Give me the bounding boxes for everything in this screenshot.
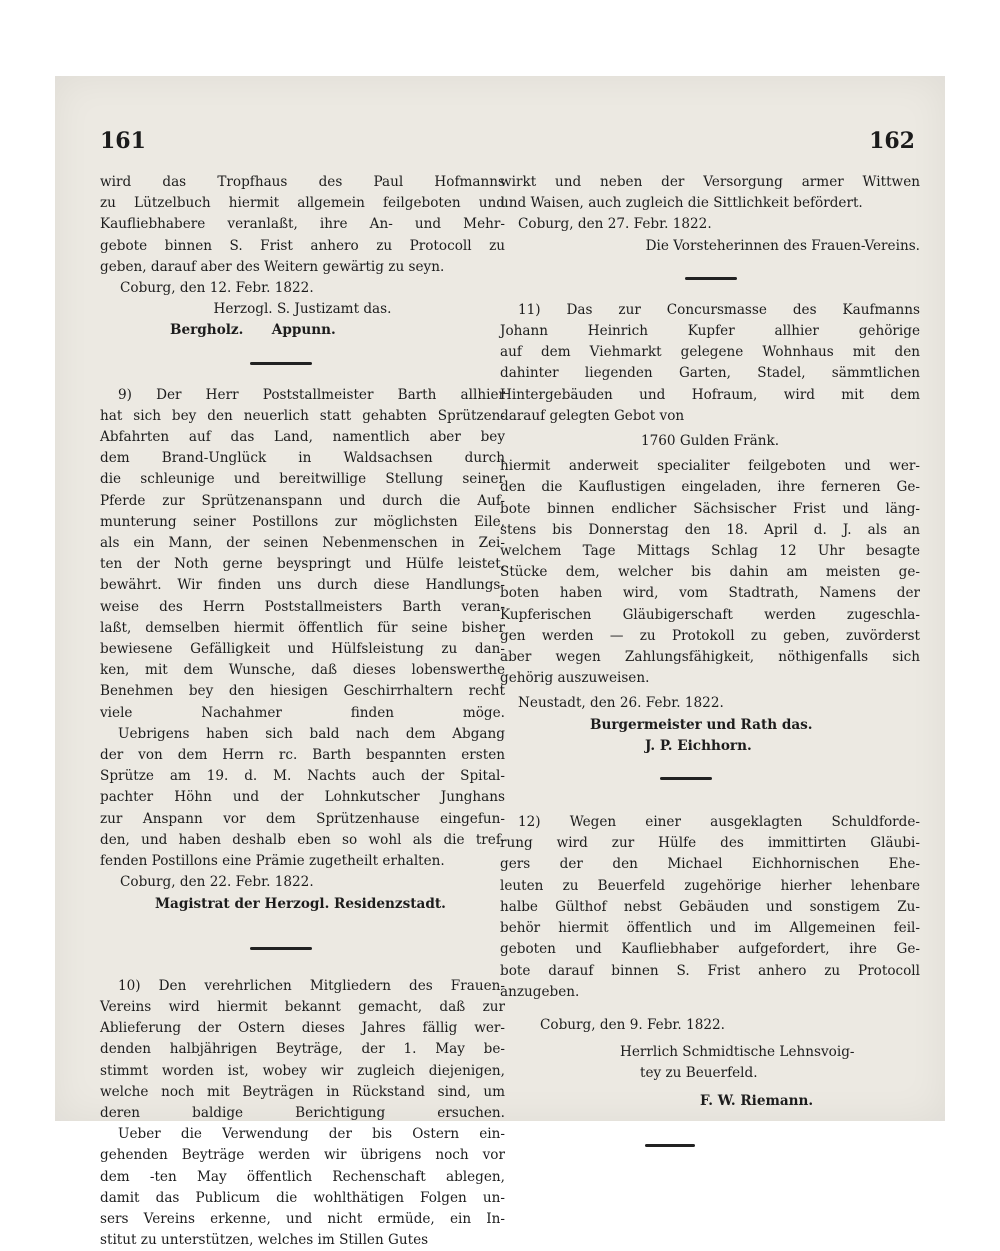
text-line: rung wird zur Hülfe des immittirten Gläubi- (500, 835, 920, 852)
page-number-left: 161 (100, 128, 146, 154)
text-line: laßt, demselben hiermit öffentlich für seine bisher (100, 619, 505, 636)
text-line: leuten zu Beuerfeld zugehörige hierher lehenbare (500, 877, 920, 894)
text-line: sers Vereins erkenne, und nicht ermüde, ein In- (100, 1210, 505, 1227)
text-line: stitut zu unterstützen, welches im Stillen Gutes (100, 1232, 429, 1249)
text-line: den die Kauflustigen eingeladen, ihre ferneren Ge- (500, 479, 920, 496)
text-line: Stücke dem, welcher bis dahin am meisten ge- (500, 564, 920, 581)
text-line: boten haben wird, vom Stadtrath, Namens der (500, 585, 920, 602)
right-column (500, 172, 920, 1147)
scanned-newspaper-page (55, 76, 945, 1249)
text-line: Benehmen bey den hiesigen Geschirrhaltern recht (100, 683, 505, 700)
text-line: fenden Postillons eine Prämie zugetheilt erhalten. (100, 853, 445, 870)
notice-9-signature: Magistrat der Herzogl. Residenzstadt. (155, 895, 446, 912)
text-line: dem Brand-Unglück in Waldsachsen durch (100, 450, 505, 467)
notice-10-continued (500, 172, 920, 214)
text-line: Hintergebäuden und Hofraum, wird mit dem (500, 386, 920, 403)
notice-11-body-continued (500, 456, 920, 689)
left-column (100, 172, 505, 1251)
text-line: Pferde zur Sprützenanspann und durch die Auf- (100, 492, 505, 509)
notice-12-body (500, 812, 920, 1003)
text-line: bote binnen endlicher Sächsischer Frist und läng- (500, 500, 920, 517)
text-line: Kaufliebhabere veranlaßt, ihre An- und Mehr- (100, 216, 505, 233)
text-line: zu Lützelbuch hiermit allgemein feilgeboten und (100, 195, 505, 212)
text-line: gen werden — zu Protokoll zu geben, zuvörderst (500, 627, 920, 644)
text-line: wirkt und neben der Versorgung armer Wittwen (500, 174, 920, 190)
text-line: anzugeben. (500, 983, 580, 1000)
text-line: viele Nachahmer finden möge. (100, 704, 505, 721)
notice-12-office-line-1: Herrlich Schmidtische Lehnsvoig- (620, 1044, 855, 1061)
text-line: 11) Das zur Concursmasse des Kaufmanns (518, 301, 920, 318)
text-line: welche noch mit Beyträgen in Rückstand sind, um (100, 1083, 505, 1100)
text-line: halbe Gülthof nebst Gebäuden und sonstigem Zu- (500, 898, 920, 915)
text-line: behör hiermit öffentlich und im Allgemeinen feil- (500, 920, 920, 937)
text-line: hat sich bey den neuerlich statt gehabten Sprützen- (100, 407, 505, 424)
text-line: bewährt. Wir finden uns durch diese Handlungs- (100, 577, 505, 594)
notice-9-date: Coburg, den 22. Febr. 1822. (120, 874, 314, 891)
notice-11-date: Neustadt, den 26. Febr. 1822. (518, 695, 724, 712)
notice-10-date: Coburg, den 27. Febr. 1822. (518, 216, 712, 233)
text-line: dem -ten May öffentlich Rechenschaft ablegen, (100, 1168, 505, 1185)
text-line: gebote binnen S. Frist anhero zu Protocoll zu (100, 237, 505, 254)
notice-12-name: F. W. Riemann. (700, 1092, 814, 1109)
text-line: als ein Mann, der seinen Nebenmenschen in Zei- (100, 535, 505, 552)
text-line: Uebrigens haben sich bald nach dem Abgang (118, 725, 505, 742)
page-number-right: 162 (869, 128, 915, 154)
notice-10-signature: Die Vorsteherinnen des Frauen-Vereins. (645, 237, 920, 254)
notice-11-body (500, 300, 920, 427)
text-line: 9) Der Herr Poststallmeister Barth allhier (118, 386, 505, 403)
text-line: Kupferischen Gläubigerschaft werden zugeschla- (500, 606, 920, 623)
notice-12-office-line-2: tey zu Beuerfeld. (640, 1065, 758, 1082)
text-line: den, und haben deshalb eben so wohl als die tref- (100, 831, 505, 848)
notice-12-date: Coburg, den 9. Febr. 1822. (540, 1016, 725, 1033)
text-line: Vereins wird hiermit bekannt gemacht, daß zur (100, 998, 505, 1015)
text-line: dahinter liegenden Garten, Stadel, sämmtlichen (500, 365, 920, 382)
text-line: wird das Tropfhaus des Paul Hofmanns (100, 174, 505, 190)
text-line: munterung seiner Postillons zur möglichsten Eile, (100, 513, 505, 530)
text-line: stens bis Donnerstag den 18. April d. J. als an (500, 521, 920, 538)
notice-11-name: J. P. Eichhorn. (645, 737, 752, 754)
text-line: zur Anspann vor dem Sprützenhause eingefun- (100, 810, 505, 827)
text-line: ten der Noth gerne beyspringt und Hülfe leistet, (100, 556, 505, 573)
text-line: gehörig auszuweisen. (500, 670, 650, 687)
text-line: Sprütze am 19. d. M. Nachts auch der Spital- (100, 768, 505, 785)
text-line: hiermit anderweit specialiter feilgeboten und wer- (500, 458, 920, 475)
notice-8-date: Coburg, den 12. Febr. 1822. (120, 280, 314, 297)
text-line: Abfahrten auf das Land, namentlich aber bey (100, 429, 505, 446)
text-line: geboten und Kaufliebhaber aufgefordert, ihre Ge- (500, 941, 920, 958)
text-line: die schleunige und bereitwillige Stellung seiner (100, 471, 505, 488)
text-line: 12) Wegen einer ausgeklagten Schuldforde- (518, 814, 920, 831)
text-line: welchem Tage Mittags Schlag 12 Uhr besagte (500, 543, 920, 560)
text-line: gehenden Beyträge werden wir übrigens noch vor (100, 1147, 505, 1164)
text-line: darauf gelegten Gebot von (500, 407, 685, 424)
text-line: gers der den Michael Eichhornischen Ehe- (500, 856, 920, 873)
notice-8-signers: Bergholz. Appunn. (170, 322, 336, 339)
closing-divider (645, 1144, 695, 1147)
text-line: denden halbjährigen Beyträge, der 1. May be- (100, 1041, 505, 1058)
text-line: weise des Herrn Poststallmeisters Barth veran- (100, 598, 505, 615)
text-line: geben, darauf aber des Weitern gewärtig zu seyn. (100, 258, 445, 275)
text-line: bewiesene Gefälligkeit und Hülfsleistung zu dan- (100, 641, 505, 658)
text-line: damit das Publicum die wohlthätigen Folgen un- (100, 1189, 505, 1206)
text-line: und Waisen, auch zugleich die Sittlichkeit befördert. (500, 195, 863, 212)
notice-9-body (100, 385, 505, 873)
text-line: bote darauf binnen S. Frist anhero zu Protocoll (500, 962, 920, 979)
text-line: pachter Höhn und der Lohnkutscher Junghans (100, 789, 505, 806)
notice-11-office: Burgermeister und Rath das. (590, 716, 813, 733)
notice-11-amount: 1760 Gulden Fränk. (640, 433, 780, 450)
text-line: ken, mit dem Wunsche, daß dieses lobenswerthe (100, 662, 505, 679)
text-line: der von dem Herrn rc. Barth bespannten ersten (100, 747, 505, 764)
text-line: Ueber die Verwendung der bis Ostern ein- (118, 1126, 505, 1143)
text-line: aber wegen Zahlungsfähigkeit, nöthigenfalls sich (500, 649, 920, 666)
text-line: 10) Den verehrlichen Mitgliedern des Frauen- (118, 977, 505, 994)
text-line: auf dem Viehmarkt gelegene Wohnhaus mit den (500, 344, 920, 361)
notice-8-body (100, 172, 505, 278)
notice-10-body (100, 976, 505, 1251)
text-line: deren baldige Berichtigung ersuchen. (100, 1104, 505, 1121)
text-line: Ablieferung der Ostern dieses Jahres fällig wer- (100, 1020, 505, 1037)
text-line: Johann Heinrich Kupfer allhier gehörige (500, 323, 920, 340)
text-line: stimmt worden ist, wobey wir zugleich diejenigen, (100, 1062, 505, 1079)
notice-8-office: Herzogl. S. Justizamt das. (213, 301, 392, 318)
